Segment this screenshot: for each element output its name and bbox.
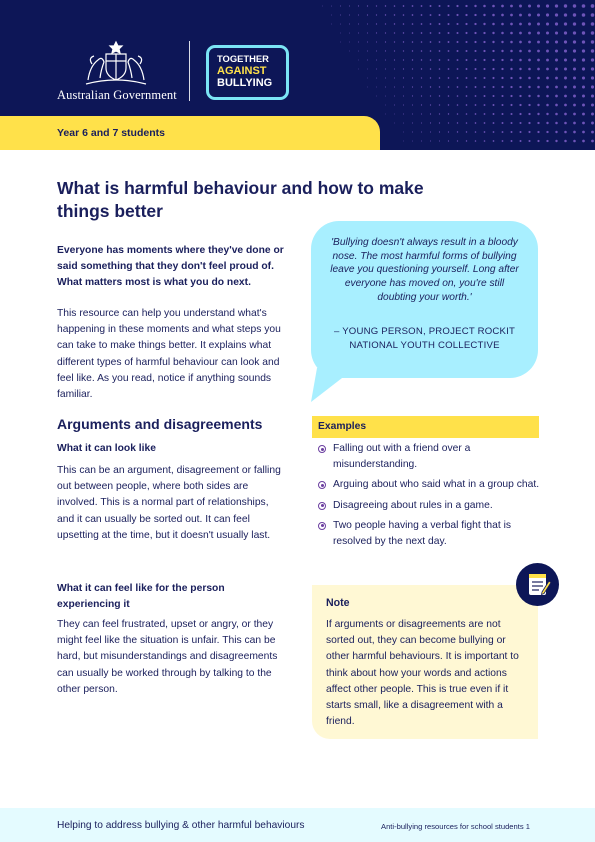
intro-paragraph: Everyone has moments where they've done or said something that they don't feel proud of. What matters most is what you do next. (57, 245, 284, 289)
logo-line-1: TOGETHER (217, 53, 269, 64)
examples-list (318, 441, 540, 554)
note-heading: Note (326, 597, 350, 609)
quote-attribution: – YOUNG PERSON, PROJECT ROCKIT NATIONAL YOUTH COLLECTIVE (333, 326, 516, 351)
overview-paragraph: This resource can help you understand what's happening in these moments and what steps you can take to make things better. It explains what different types of harmful behaviour can look and feel like. As you read, notice if anything sounds familiar. (57, 308, 281, 401)
quote-text: 'Bullying doesn't always result in a bloody nose. The most harmful forms of bullying leave you questioning yourself. Long after everyone has moved on, you're still doubting your worth.' (330, 237, 519, 303)
logo-line-2: AGAINST (217, 64, 267, 77)
footer-tagline: Helping to address bullying & other harmful behaviours (57, 820, 305, 831)
feel-like-paragraph: They can feel frustrated, upset or angry, or they might feel like the situation is unfair. This can be hard, but misunderstandings and disagreements can usually be worked through by talking to the other person. (57, 619, 278, 695)
audience-label: Year 6 and 7 students (57, 127, 165, 139)
together-against-bullying-logo (206, 45, 289, 100)
feel-like-heading: What it can feel like for the person experiencing it (57, 583, 225, 611)
section-heading: Arguments and disagreements (57, 416, 263, 432)
look-like-paragraph: This can be an argument, disagreement or falling out between people, where both sides are involved. This is a normal part of relationships, and it can usually be sorted out. It can feel upsetting at the time, but it doesn't usually last. (57, 465, 281, 541)
header-divider (189, 41, 190, 101)
page-title: What is harmful behaviour and how to make things better (57, 178, 424, 221)
example-text: Disagreeing about rules in a game. (333, 499, 493, 511)
examples-heading: Examples (312, 416, 539, 438)
footer-page-label: Anti-bullying resources for school students 1 (381, 822, 530, 831)
example-text: Two people having a verbal fight that is resolved by the next day. (333, 519, 512, 548)
bullet-icon (318, 445, 326, 453)
quote-bubble-tail (311, 368, 361, 402)
list-item (318, 441, 540, 473)
bullet-icon (318, 481, 326, 489)
government-name: Australian Government (57, 88, 177, 102)
list-item (318, 518, 540, 550)
note-text: If arguments or disagreements are not sorted out, they can become bullying or other harmful behaviours. It is important to think about how your words and actions affect other people. This is true even if it starts small, like a disagreement with a friend. (326, 619, 519, 728)
list-item (318, 477, 540, 493)
coat-of-arms-icon (80, 40, 152, 88)
example-text: Arguing about who said what in a group chat. (333, 479, 540, 491)
notepad-icon (516, 563, 559, 606)
bullet-icon (318, 522, 326, 530)
logo-line-3: BULLYING (217, 76, 273, 89)
look-like-heading: What it can look like (57, 443, 156, 454)
list-item (318, 498, 540, 514)
example-text: Falling out with a friend over a misunderstanding. (333, 443, 471, 471)
bullet-icon (318, 502, 326, 510)
